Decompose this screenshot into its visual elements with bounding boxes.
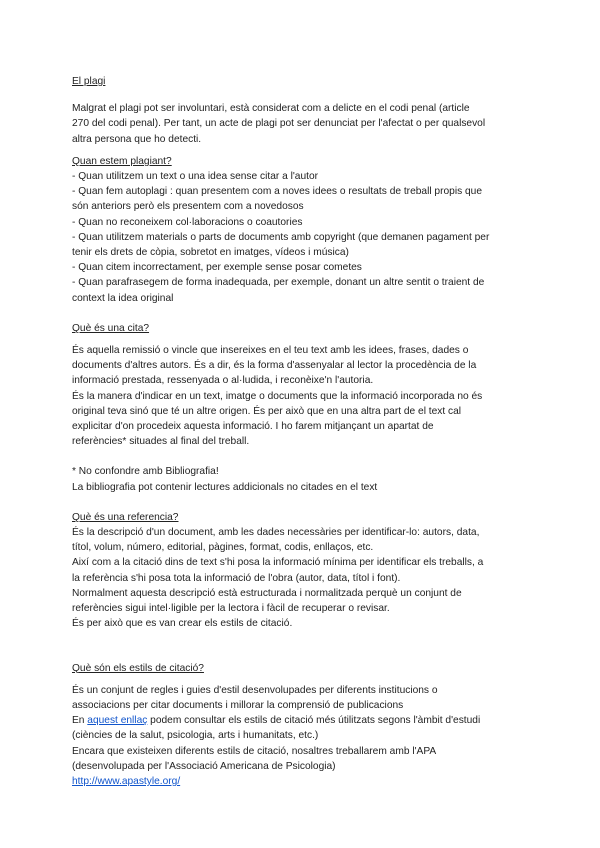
- section-heading-plagiarism: Quan estem plagiant?: [72, 155, 172, 167]
- section-heading-citation: Què és una cita?: [72, 322, 150, 334]
- list-item: - Quan fem autoplagi : quan presentem com a noves idees o resultats de treball propis que: [72, 186, 483, 198]
- text-line: 270 del codi penal). Per tant, un acte de plagi pot ser denunciat per l'afectat o per qualsevol: [72, 118, 486, 130]
- reference-paragraph: [72, 525, 560, 631]
- text-line: títol, volum, número, editorial, pàgines, format, codis, enllaços, etc.: [72, 542, 374, 554]
- text-line: Normalment aquesta descripció està estructurada i normalitzada perquè un conjunt de: [72, 587, 462, 599]
- apastyle-link[interactable]: http://www.apastyle.org/: [72, 775, 181, 787]
- list-item: tenir els drets de còpia, sobretot en imatges, vídeos i música): [72, 247, 349, 259]
- intro-paragraph: [72, 101, 560, 147]
- text-line: * No confondre amb Bibliografia!: [72, 466, 219, 478]
- bibliography-note: [72, 464, 560, 494]
- text-line: És per això que es van crear els estils de citació.: [72, 618, 293, 630]
- text-line: original teva sinó que té un altre origen. És per això que en una altra part de el text cal: [72, 405, 462, 417]
- text-line: explicitar d'on procedeix aquesta informació. I ho farem mitjançant un apartat de: [72, 421, 434, 433]
- text-line: referències sigui intel·ligible per la lectora i fàcil de recuperar o revisar.: [72, 603, 390, 615]
- text-line: altra persona que ho detecti.: [72, 133, 202, 145]
- text-line-with-link: [72, 713, 560, 728]
- section-heading-citation-styles: Què són els estils de citació?: [72, 662, 204, 674]
- text-line: (desenvolupada per l'Associació Americana de Psicologia): [72, 760, 336, 772]
- citation-paragraph: [72, 343, 560, 449]
- list-item: - Quan citem incorrectament, per exemple sense posar cometes: [72, 262, 362, 274]
- section-heading-reference: Què és una referencia?: [72, 511, 179, 523]
- text-fragment: podem consultar els estils de citació més útilitzats segons l'àmbit d'estudi: [147, 715, 481, 727]
- text-line: És la descripció d'un document, amb les dades necessàries per identificar-lo: autors, data,: [72, 527, 480, 539]
- text-line: Així com a la citació dins de text s'hi posa la informació mínima per identificar els treballs, a: [72, 557, 484, 569]
- text-line: referències* situades al final del treball.: [72, 436, 250, 448]
- text-line: documents d'altres autors. És a dir, és la forma d'assenyalar al lector la procedència de la: [72, 360, 477, 372]
- text-fragment: En: [72, 715, 88, 727]
- text-line: És aquella remissió o vincle que insereixes en el teu text amb les idees, frases, dades o: [72, 345, 469, 357]
- list-item: - Quan parafrasegem de forma inadequada, per exemple, donant un altre sentit o traient de: [72, 277, 485, 289]
- text-line: la referència s'hi posa tota la informació de l'obra (autor, data, títol i font).: [72, 572, 401, 584]
- text-line: [72, 774, 560, 789]
- list-item: context la idea original: [72, 292, 174, 304]
- text-line: La bibliografia pot contenir lectures addicionals no citades en el text: [72, 481, 378, 493]
- text-line: (ciències de la salut, psicologia, arts i humanitats, etc.): [72, 730, 319, 742]
- text-line: Malgrat el plagi pot ser involuntari, està considerat com a delicte en el codi penal (article: [72, 103, 470, 115]
- plagiarism-list: [72, 169, 560, 306]
- styles-link[interactable]: aquest enllaç: [87, 715, 148, 727]
- text-line: associacions per citar documents i millorar la comprensió de publicacions: [72, 699, 404, 711]
- citation-styles-paragraph: [72, 683, 560, 789]
- text-line: És la manera d'indicar en un text, imatge o documents que la informació incorporada no és: [72, 390, 483, 402]
- text-line: informació prestada, ressenyada o al·ludida, i reconèixe'n l'autoria.: [72, 375, 374, 387]
- list-item: són anteriors però els presentem com a novedosos: [72, 201, 304, 213]
- text-line: És un conjunt de regles i guies d'estil desenvolupades per diferents institucions o: [72, 684, 438, 696]
- list-item: - Quan utilitzem un text o una idea sense citar a l'autor: [72, 171, 319, 183]
- text-line: Encara que existeixen diferents estils de citació, nosaltres treballarem amb l'APA: [72, 745, 437, 757]
- list-item: - Quan utilitzem materials o parts de documents amb copyright (que demanen pagament per: [72, 231, 490, 243]
- list-item: - Quan no reconeixem col·laboracions o coautories: [72, 216, 303, 228]
- page-title: El plagi: [72, 76, 106, 87]
